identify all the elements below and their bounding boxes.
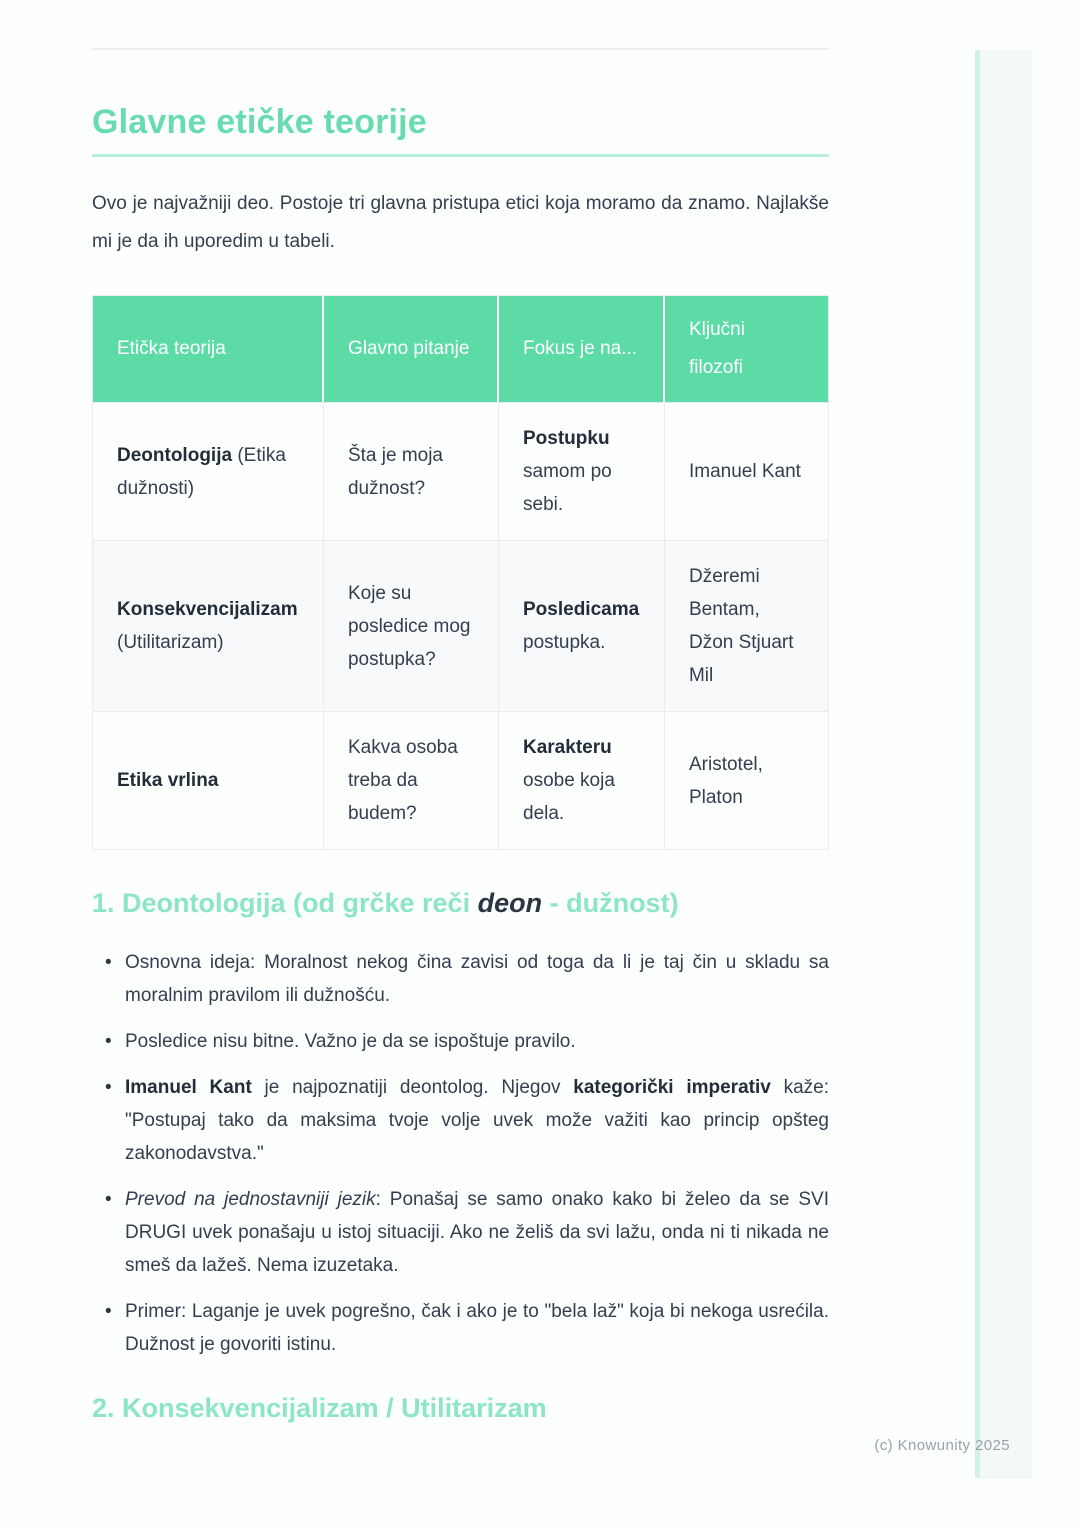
list-item [125,1183,829,1282]
ethics-comparison-table [92,295,829,850]
theory-name: Deontologija [117,444,233,466]
list-item [125,1025,829,1058]
page-title: Glavne etičke teorije [92,103,427,141]
title-underline [92,154,829,157]
table-header-row [93,296,828,402]
copyright-footer: (c) Knowunity 2025 [874,1437,1010,1454]
column-header-philosophers: Ključni filozofi [665,296,828,402]
section-heading-konsekvencijalizam [92,1391,829,1425]
side-accent-bar [975,50,1032,1478]
bullet-text: : Ponašaj se samo onako kako bi želeo da se SVI DRUGI uvek ponašaju u istoj situaciji. Ako ne želiš da svi lažu, onda ni ti nikada ne smeš da lažeš. Nema izuzetaka. [125,1189,829,1276]
heading-text: 1. Deontologija (od grčke reči [92,888,478,918]
table-row [93,540,828,711]
cell-philosophers: Džeremi Bentam, Džon Stjuart Mil [665,540,828,711]
focus-rest: samom po sebi. [523,461,612,515]
table-row [93,711,828,849]
bullet-text-bold: Imanuel Kant [125,1077,252,1098]
bullet-text: je najpoznatiji deontolog. Njegov [251,1077,574,1098]
cell-theory [93,711,324,849]
theory-name: Konsekvencijalizam [117,599,298,620]
cell-philosophers: Aristotel, Platon [665,711,828,849]
list-item [125,946,829,1012]
cell-question: Koje su posledice mog postupka? [324,540,499,711]
bullet-text: Primer: Laganje je uvek pogrešno, čak i ako je to "bela laž" koja bi nekoga usrećila. Dužnost je govoriti istinu. [125,1301,829,1355]
cell-focus [499,711,665,849]
cell-focus [499,540,665,711]
column-header-question: Glavno pitanje [324,296,499,402]
focus-rest: osobe koja dela. [523,770,615,824]
cell-focus [499,402,665,540]
list-item [125,1071,829,1170]
focus-keyword: Postupku [523,428,610,449]
focus-keyword: Karakteru [523,737,612,758]
theory-note: (Utilitarizam) [117,632,224,653]
theory-name: Etika vrlina [117,770,219,791]
list-item [125,1295,829,1361]
heading-text: - dužnost) [542,888,679,918]
bullet-text: Osnovna ideja: Moralnost nekog čina zavisi od toga da li je taj čin u skladu sa moralnim pravilom ili dužnošću. [125,952,829,1006]
focus-rest: postupka. [523,632,606,653]
bullet-text-italic: Prevod na jednostavniji jezik [125,1189,376,1210]
table-row [93,402,828,540]
deontologija-bullet-list [92,946,829,1361]
heading-text: 2. Konsekvencijalizam / Utilitarizam [92,1393,547,1423]
column-header-focus: Fokus je na... [499,296,665,402]
heading-emphasis-deon: deon [477,888,543,918]
focus-keyword: Posledicama [523,599,640,620]
theory-note: (Etika dužnosti) [117,444,286,499]
cell-theory [93,540,324,711]
intro-paragraph: Ovo je najvažniji deo. Postoje tri glavna pristupa etici koja moramo da znamo. Najlakše mi je da ih uporedim u tabeli. [92,193,829,252]
bullet-text: Posledice nisu bitne. Važno je da se ispoštuje pravilo. [125,1031,576,1052]
content-area [92,0,829,1425]
column-header-theory: Etička teorija [93,296,324,402]
bullet-text: kaže: "Postupaj tako da maksima tvoje volje uvek može važiti kao princip opšteg zakonodavstva." [125,1077,829,1164]
cell-question: Šta je moja dužnost? [324,402,499,540]
cell-philosophers: Imanuel Kant [665,402,828,540]
section-heading-deontologija [92,886,829,920]
bullet-text-bold: kategorički imperativ [573,1077,771,1098]
cell-theory [93,402,324,540]
cell-question: Kakva osoba treba da budem? [324,711,499,849]
